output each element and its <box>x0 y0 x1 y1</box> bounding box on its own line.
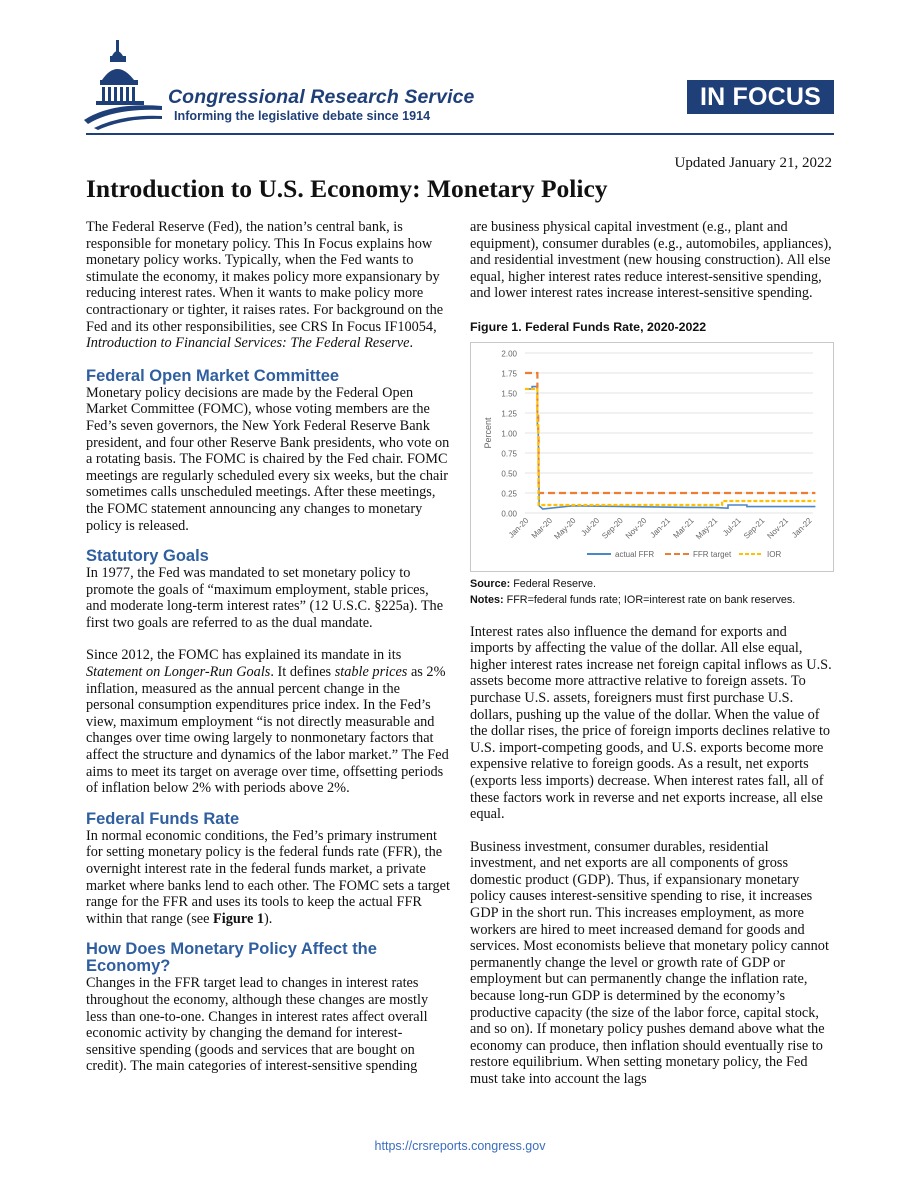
section-heading-goals: Statutory Goals <box>86 547 209 566</box>
chart-svg <box>471 343 833 571</box>
y-tick-label: 1.25 <box>501 409 517 419</box>
x-tick-label: Sep-20 <box>600 515 625 541</box>
page-title: Introduction to U.S. Economy: Monetary Policy <box>86 174 608 203</box>
y-tick-label: 0.25 <box>501 489 517 499</box>
x-tick-label: Jan-20 <box>506 515 531 540</box>
legend-label: FFR target <box>693 549 732 559</box>
legend-label: actual FFR <box>615 549 655 559</box>
y-tick-label: 1.00 <box>501 429 517 439</box>
figure-source: Source: Federal Reserve. <box>470 577 597 590</box>
x-tick-label: May-21 <box>694 515 720 541</box>
org-tagline: Informing the legislative debate since 1914 <box>174 109 431 123</box>
org-name: Congressional Research Service <box>168 86 475 108</box>
goals-paragraph-2: Since 2012, the FOMC has explained its mandate in its Statement on Longer-Run Goals. It defines stable prices as 2% inflation, measured as the annual percent change in the personal consumption expenditures price index. In the Fed’s view, maximum employment “is not directly measurable and changes over time owing largely to nonmonetary factors that affect the structure and dynamics of the labor market.” The Fed aims to meet its target on average over time, offsetting periods of inflation below 2% with periods above 2%. <box>86 647 449 797</box>
report-title-link: Introduction to Financial Services: The Federal Reserve <box>86 335 410 352</box>
section-heading-how: How Does Monetary Policy Affect the Economy? <box>86 940 377 976</box>
y-axis-label: Percent <box>483 417 493 449</box>
series-line-actual-ffr <box>525 386 815 508</box>
y-tick-label: 0.75 <box>501 449 517 459</box>
y-tick-label: 0.50 <box>501 469 517 479</box>
section-how <box>86 941 450 1075</box>
y-tick-label: 1.75 <box>501 369 517 379</box>
figure-notes: Notes: FFR=federal funds rate; IOR=interest rate on bank reserves. <box>470 593 796 606</box>
intro-paragraph: The Federal Reserve (Fed), the nation’s central bank, is responsible for monetary policy. This In Focus explains how monetary policy works. Typically, when the Fed wants to stimulate the economy, it makes policy more expansionary by reducing interest rates. When it wants to make policy more contractionary or tighter, it raises rates. For background on the Fed and its other responsibilities, see CRS In Focus IF10054, Introduction to Financial Services: The Federal Reserve. <box>86 219 444 352</box>
footer-url-link[interactable]: https://crsreports.congress.gov <box>374 1139 546 1153</box>
ffr-paragraph: In normal economic conditions, the Fed’s primary instrument for setting monetary policy is the federal funds rate (FFR), the overnight interest rate in the federal funds market, a private market where banks lend to each other. The FOMC sets a target range for the FFR and uses its tools to keep the actual FFR within that range (see Figure 1). <box>86 827 450 927</box>
x-tick-label: Jan-21 <box>648 515 673 540</box>
updated-date: Updated January 21, 2022 <box>674 155 832 171</box>
x-tick-label: May-20 <box>552 515 578 541</box>
exports-paragraph: Interest rates also influence the demand for exports and imports by affecting the value of the dollar. All else equal, higher interest rates increase net foreign capital inflows as U.S. assets become more attractive relative to foreign assets. To purchase U.S. assets, foreigners must first purchase U.S. dollars, pushing up the value of the dollar. When the value of the dollar rises, the price of foreign imports declines relative to U.S. import-competing goods, and U.S. exports become more expensive relative to foreign goods. As a result, net exports (exports less imports) decrease. When interest rates fall, all of these factors work in reverse and net exports increase, all else equal. <box>470 623 832 823</box>
spending-paragraph: are business physical capital investment (e.g., plant and equipment), consumer durables (e.g., automobiles, appliances), and residential investment (new housing construction). All else equal, higher interest rates reduce interest-sensitive spending, and lower interest rates increase interest-sensitive spending. <box>470 219 832 302</box>
x-tick-label: Mar-21 <box>671 515 696 540</box>
in-focus-badge: IN FOCUS <box>687 80 834 114</box>
section-ffr <box>86 811 450 928</box>
x-tick-label: Jul-20 <box>579 515 602 538</box>
section-heading-fomc: Federal Open Market Committee <box>86 366 340 385</box>
goals-paragraph-1: In 1977, the Fed was mandated to set monetary policy to promote the goals of “maximum employment, stable prices, and moderate long-term interest rates” (12 U.S.C. §225a). The first two goals are referred to as the dual mandate. <box>86 565 444 631</box>
section-fomc <box>86 368 450 534</box>
header <box>0 0 920 140</box>
federal-funds-rate-chart <box>470 342 834 572</box>
fomc-paragraph: Monetary policy decisions are made by the Federal Open Market Committee (FOMC), whose voting members are the Fed’s seven governors, the New York Federal Reserve Bank president, and four other Reserve Bank presidents, who vote on a rotating basis. The FOMC is chaired by the Fed chair. FOMC meetings are regularly scheduled every six weeks, but the chair sometimes calls unscheduled meetings. After these meetings, the FOMC statement announcing any changes to monetary policy is released. <box>86 384 450 534</box>
left-column <box>86 219 450 1089</box>
y-tick-label: 1.50 <box>501 389 517 399</box>
capitol-dome-logo-icon <box>82 40 164 130</box>
y-tick-label: 0.00 <box>501 509 517 519</box>
how-paragraph: Changes in the FFR target lead to changes in interest rates throughout the economy, although these changes are mostly less than one-to-one. Changes in interest rates affect overall economic activity by changing the demand for interest-sensitive spending (goods and services that are bought on credit). The main categories of interest-sensitive spending <box>86 975 429 1075</box>
legend-label: IOR <box>767 549 782 559</box>
section-goals <box>86 548 450 797</box>
x-tick-label: Jan-22 <box>790 515 814 540</box>
x-tick-label: Nov-20 <box>623 515 649 541</box>
x-tick-label: Sep-21 <box>741 515 767 541</box>
header-divider <box>86 133 834 135</box>
right-column <box>470 219 834 1104</box>
x-tick-label: Jul-21 <box>721 515 743 538</box>
figure-title: Figure 1. Federal Funds Rate, 2020-2022 <box>470 319 707 334</box>
x-tick-label: Nov-21 <box>765 515 791 541</box>
y-tick-label: 2.00 <box>501 349 517 359</box>
series-line-ior <box>525 389 815 505</box>
section-heading-ffr: Federal Funds Rate <box>86 809 240 828</box>
gdp-paragraph: Business investment, consumer durables, residential investment, and net exports are all components of gross domestic product (GDP). Thus, if expansionary monetary policy causes interest-sensitive spending to rise, it increases GDP in the short run. This increases employment, as more workers are hired to meet increased demand for goods and services. Most economists believe that monetary policy cannot permanently change the level or growth rate of GDP or employment but can permanently change the inflation rate, because long-run GDP is determined by the economy’s productive capacity (the size of the labor force, capital stock, and so on). If monetary policy pushes demand above what the economy can produce, then inflation should eventually rise to restore equilibrium. When setting monetary policy, the Fed must take into account the lags <box>470 838 829 1087</box>
x-tick-label: Mar-20 <box>529 515 555 540</box>
